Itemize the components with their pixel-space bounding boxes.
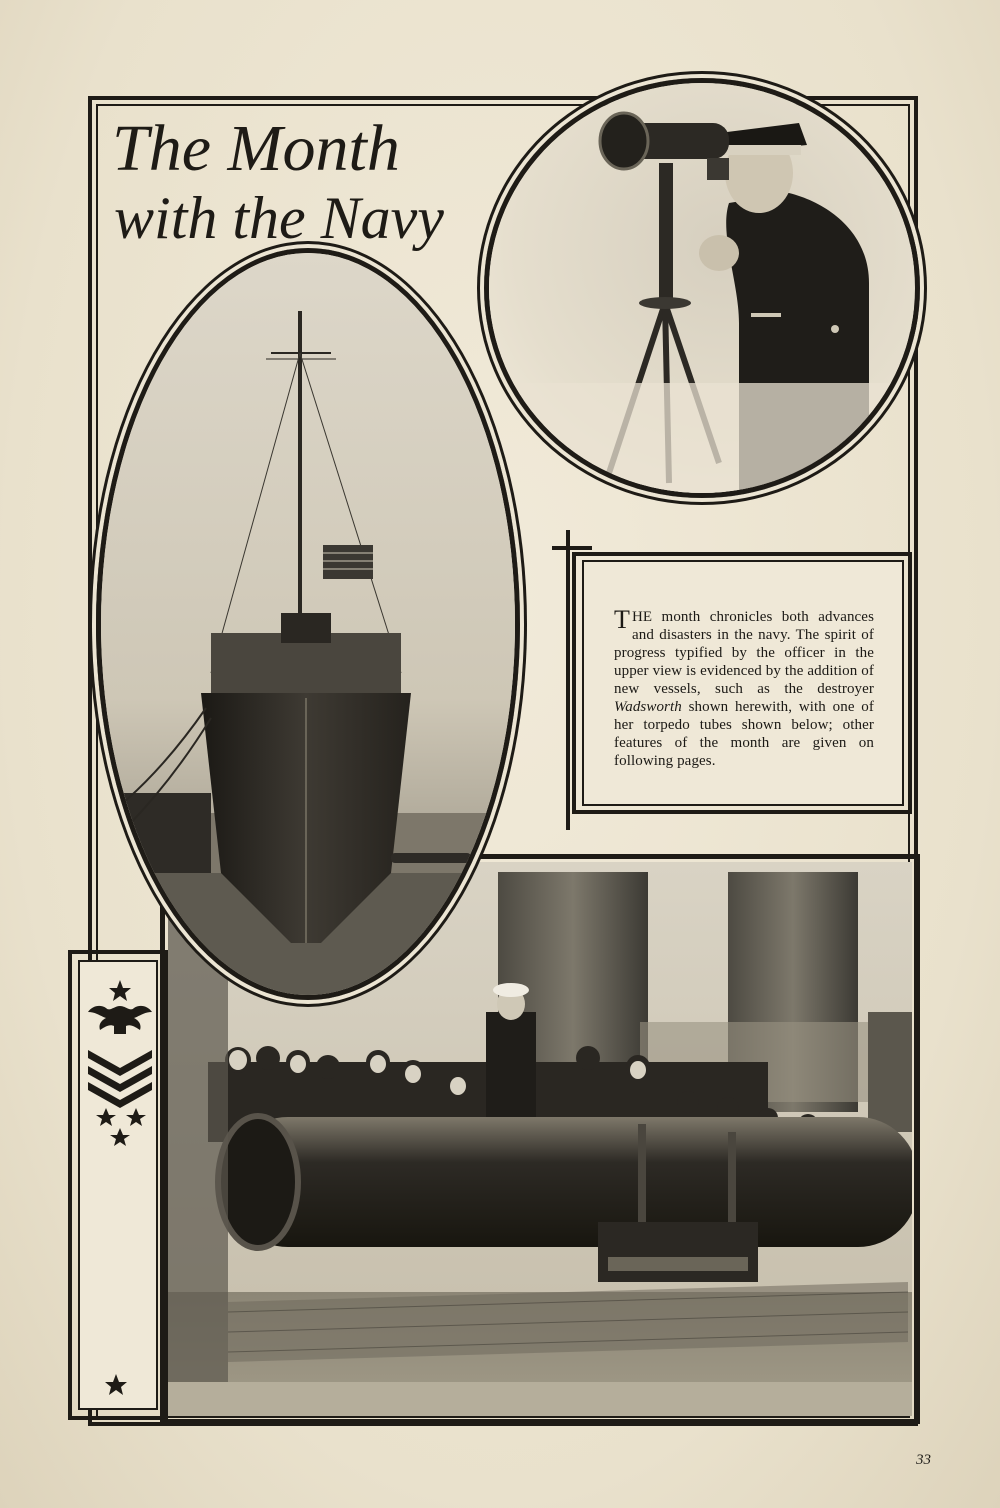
caption-cross-ornament — [566, 530, 570, 830]
title-line-2: with the Navy — [114, 185, 444, 251]
destroyer-photo-oval — [96, 248, 520, 1000]
officer-photo-circle — [484, 78, 920, 498]
caption-dropcap: T — [614, 605, 630, 634]
ship-flag — [323, 545, 373, 579]
ship-name: Wadsworth — [614, 699, 682, 715]
caption-cross-ornament-h — [552, 546, 592, 550]
navy-insignia — [80, 962, 160, 1408]
page-number: 33 — [916, 1452, 931, 1468]
eagle-icon — [88, 1006, 152, 1034]
caption-body: HE month chronicles both advances and disasters in the navy. The spirit of progress typified by the officer in the upper view is evidenced by the addition of new vessels, such as the destroyer — [614, 609, 874, 697]
caption-text — [614, 605, 874, 770]
title-line-1: The Month — [112, 112, 400, 185]
caption-body-end: shown herewith, with one of her torpedo tubes shown below; other features of the month are given on following pages. — [614, 699, 874, 769]
star-icon — [109, 980, 131, 1001]
page-title — [108, 108, 498, 258]
